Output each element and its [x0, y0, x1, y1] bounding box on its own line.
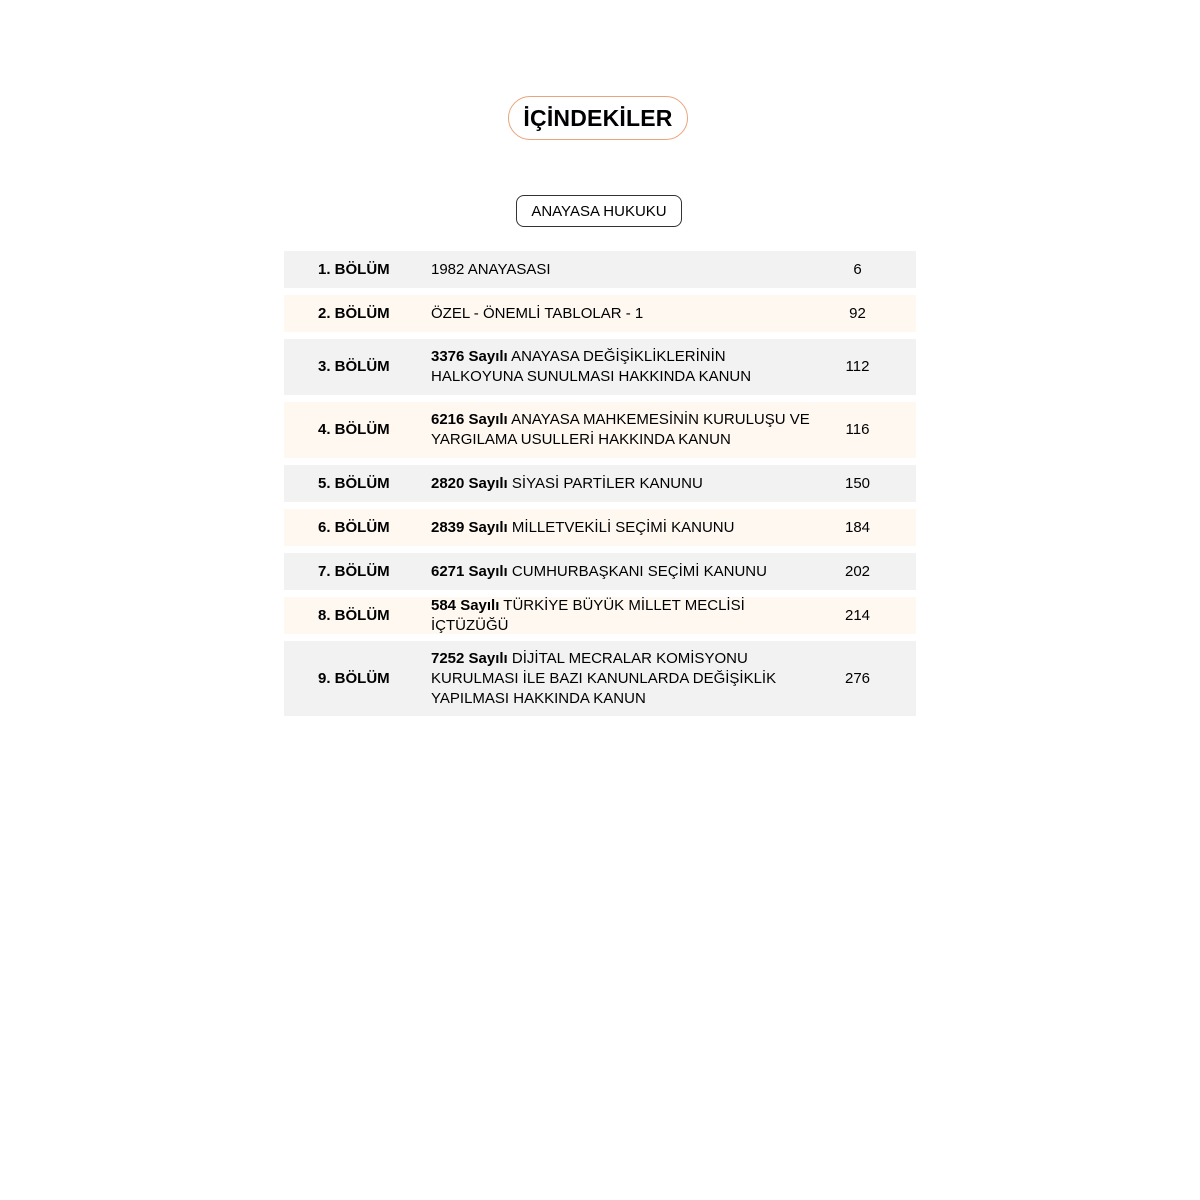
chapter-label: 1. BÖLÜM	[318, 260, 390, 278]
page-number: 202	[844, 562, 871, 580]
section-label: ANAYASA HUKUKU	[516, 195, 682, 227]
law-title: MİLLETVEKİLİ SEÇİMİ KANUNU	[511, 518, 735, 536]
page-number: 112	[845, 358, 870, 375]
law-number: 6271 Sayılı	[431, 562, 508, 580]
toc-row[interactable]	[284, 465, 916, 502]
toc-row[interactable]	[284, 641, 916, 716]
law-title: 1982 ANAYASASI	[431, 260, 551, 278]
page-number: 6	[853, 260, 862, 278]
page-number: 214	[844, 606, 871, 624]
chapter-title	[431, 596, 811, 636]
chapter-title	[431, 474, 811, 494]
chapter-label: 2. BÖLÜM	[318, 304, 390, 322]
chapter-label: 8. BÖLÜM	[318, 606, 390, 624]
law-title: ANAYASA DEĞİŞİKLİKLERİNİN HALKOYUNA SUNULMASI HAKKINDA KANUN	[431, 348, 752, 385]
law-number: 2820 Sayılı	[431, 474, 508, 492]
law-number: 7252 Sayılı	[431, 649, 508, 667]
law-number: 584 Sayılı	[431, 596, 500, 614]
toc-row[interactable]	[284, 339, 916, 395]
chapter-title	[431, 347, 811, 387]
toc-row[interactable]	[284, 295, 916, 332]
page-title: İÇİNDEKİLER	[508, 96, 688, 140]
law-title: CUMHURBAŞKANI SEÇİMİ KANUNU	[511, 562, 767, 580]
toc-row[interactable]	[284, 402, 916, 458]
law-number: 6216 Sayılı	[431, 411, 508, 428]
law-title: DİJİTAL MECRALAR KOMİSYONU KURULMASI İLE BAZI KANUNLARDA DEĞİŞİKLİK YAPILMASI HAKKINDA KANUN	[431, 649, 777, 707]
toc-row[interactable]	[284, 597, 916, 634]
chapter-label: 6. BÖLÜM	[318, 518, 390, 536]
chapter-title	[431, 260, 811, 280]
chapter-title	[431, 562, 811, 582]
chapter-title	[431, 649, 811, 709]
page-number: 150	[844, 474, 871, 492]
chapter-label: 3. BÖLÜM	[318, 358, 390, 375]
chapter-title	[431, 304, 811, 324]
toc-row[interactable]	[284, 553, 916, 590]
law-title: TÜRKİYE BÜYÜK MİLLET MECLİSİ İÇTÜZÜĞÜ	[431, 596, 745, 634]
page-number: 276	[844, 669, 871, 687]
chapter-title	[431, 518, 811, 538]
chapter-label: 9. BÖLÜM	[318, 669, 390, 687]
page-number: 92	[849, 304, 866, 322]
law-number: 2839 Sayılı	[431, 518, 508, 536]
chapter-label: 5. BÖLÜM	[318, 474, 390, 492]
law-title: ÖZEL - ÖNEMLİ TABLOLAR - 1	[431, 304, 644, 322]
page-number: 184	[844, 518, 871, 536]
chapter-label: 4. BÖLÜM	[318, 421, 390, 438]
toc-row[interactable]	[284, 251, 916, 288]
law-title: SİYASİ PARTİLER KANUNU	[511, 474, 703, 492]
law-title: ANAYASA MAHKEMESİNİN KURULUŞU VE YARGILAMA USULLERİ HAKKINDA KANUN	[431, 411, 810, 448]
law-number: 3376 Sayılı	[431, 348, 508, 365]
table-of-contents	[284, 251, 916, 716]
toc-row[interactable]	[284, 509, 916, 546]
chapter-label: 7. BÖLÜM	[318, 562, 390, 580]
page-number: 116	[845, 421, 870, 438]
chapter-title	[431, 410, 811, 450]
